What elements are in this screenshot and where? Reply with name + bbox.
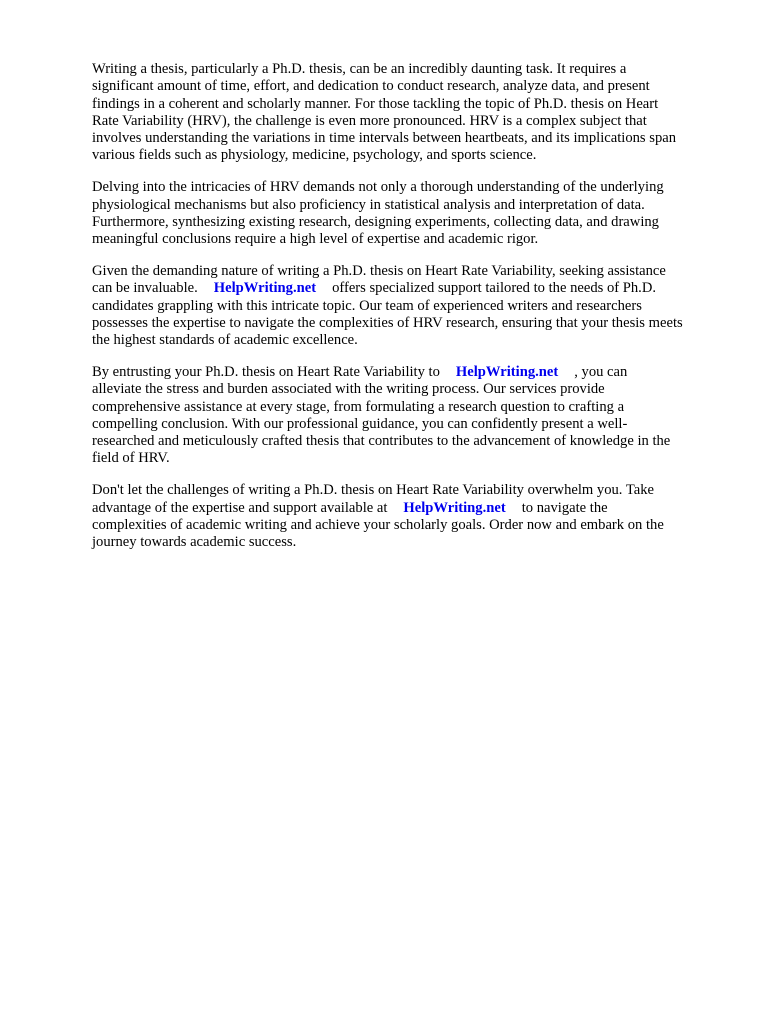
text-line: Writing a thesis, particularly a Ph.D. thesis, can be an incredibly daunting task. It requires a [92,61,627,77]
helpwriting-link[interactable]: HelpWriting.net [213,280,317,297]
text-line: Given the demanding nature of writing a Ph.D. thesis on Heart Rate Variability, seeking assistance [92,262,666,279]
text-line: Furthermore, synthesizing existing research, designing experiments, collecting data, and drawing [92,213,659,230]
text-fragment: to navigate the [521,499,608,516]
text-line: various fields such as physiology, medicine, psychology, and sports science. [92,147,537,164]
paragraph-3 [92,263,728,349]
text-line [92,500,728,517]
text-line [92,364,728,381]
text-line: physiological mechanisms but also proficiency in statistical analysis and interpretation of data. [92,196,645,213]
helpwriting-link[interactable]: HelpWriting.net [455,363,559,380]
helpwriting-link[interactable]: HelpWriting.net [403,499,506,516]
text-line: alleviate the stress and burden associated with the writing process. Our services provide [92,381,605,398]
text-line: the highest standards of academic excellence. [92,332,358,349]
text-line: meaningful conclusions require a high level of expertise and academic rigor. [92,231,539,248]
paragraph-5 [92,482,728,551]
text-line: Don't let the challenges of writing a Ph.D. thesis on Heart Rate Variability overwhelm you. Take [92,482,654,499]
paragraph-4 [92,364,728,468]
text-fragment: By entrusting your Ph.D. thesis on Heart Rate Variability to [92,363,440,380]
text-fragment: can be invaluable. [92,280,198,297]
text-line: candidates grappling with this intricate topic. Our team of experienced writers and researchers [92,297,642,314]
text-line: findings in a coherent and scholarly manner. For those tackling the topic of Ph.D. thesis on Heart [92,95,659,112]
paragraph-2 [92,179,728,248]
text-fragment: offers specialized support tailored to the needs of Ph.D. [332,280,657,297]
text-line: field of HRV. [92,450,170,467]
text-line: possesses the expertise to navigate the complexities of HRV research, ensuring that your thesis meets [92,314,683,331]
text-line: Delving into the intricacies of HRV demands not only a thorough understanding of the underlying [92,179,664,196]
text-fragment: advantage of the expertise and support available at [92,499,388,516]
text-line: involves understanding the variations in time intervals between heartbeats, and its implications span [92,130,677,147]
text-line: comprehensive assistance at every stage, from formulating a research question to crafting a [92,398,625,415]
paragraph-1 [92,61,728,165]
text-line: compelling conclusion. With our professional guidance, you can confidently present a well- [92,415,628,432]
text-line: Rate Variability (HRV), the challenge is even more pronounced. HRV is a complex subject that [92,112,647,129]
text-line: researched and meticulously crafted thesis that contributes to the advancement of knowledge in the [92,433,671,450]
text-line: journey towards academic success. [92,534,297,551]
document-page [92,61,728,566]
text-line: significant amount of time, effort, and dedication to conduct research, analyze data, and present [92,78,650,95]
text-line: complexities of academic writing and achieve your scholarly goals. Order now and embark on the [92,516,664,533]
text-fragment: , you can [574,363,628,380]
text-line [92,280,728,297]
